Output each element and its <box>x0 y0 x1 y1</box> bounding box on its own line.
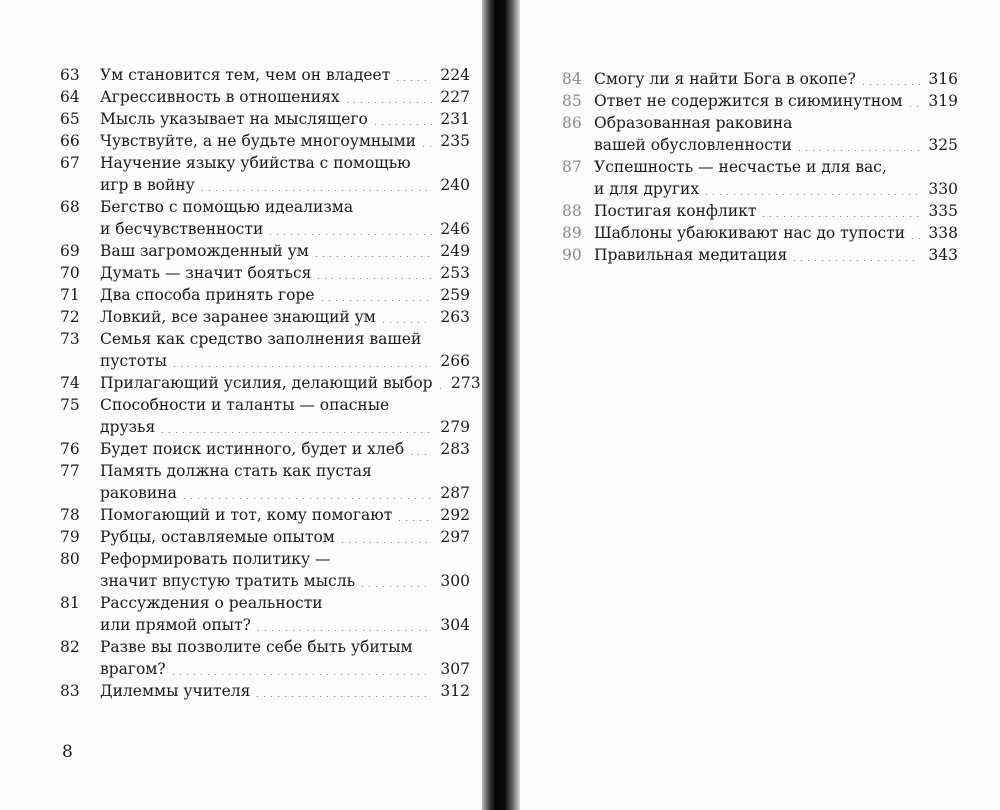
page-ref: 287 <box>440 484 470 502</box>
chapter-title-line: и бесчувственности <box>100 220 264 238</box>
chapter-title-line: и для других <box>594 180 700 198</box>
page-ref: 330 <box>928 180 958 198</box>
dot-leader <box>408 454 432 455</box>
dot-leader <box>909 238 920 239</box>
dot-leader <box>315 278 432 279</box>
dot-leader <box>159 432 432 433</box>
chapter-number: 87 <box>562 158 582 176</box>
dot-leader <box>380 322 432 323</box>
page-ref: 335 <box>928 202 958 220</box>
chapter-title-line: Два способа принять горе <box>100 286 315 304</box>
dot-leader <box>703 194 920 195</box>
toc-entry <box>60 284 470 306</box>
chapter-number: 77 <box>60 462 80 480</box>
page-ref: 283 <box>440 440 470 458</box>
toc-entry <box>562 68 958 90</box>
page-ref: 224 <box>440 66 470 84</box>
chapter-title-line: Рубцы, оставляемые опытом <box>100 528 335 546</box>
chapter-title-line: Реформировать политику — <box>100 550 331 568</box>
chapter-title-line: Правильная медитация <box>594 246 788 264</box>
page-ref: 253 <box>440 264 470 282</box>
dot-leader <box>199 190 432 191</box>
toc-entry <box>562 156 958 200</box>
chapter-title-line: друзья <box>100 418 156 436</box>
toc-entry <box>562 90 958 112</box>
chapter-number: 89 <box>562 224 582 242</box>
page-ref: 325 <box>928 136 958 154</box>
chapter-title-line: значит впустую тратить мысль <box>100 572 356 590</box>
toc-entry <box>562 200 958 222</box>
toc-list-left <box>60 64 481 702</box>
chapter-number: 70 <box>60 264 80 282</box>
chapter-number: 83 <box>60 682 80 700</box>
toc-entry <box>60 152 470 196</box>
dot-leader <box>396 520 432 521</box>
toc-entry <box>60 592 470 636</box>
page-ref: 304 <box>440 616 470 634</box>
chapter-title-line: Ловкий, все заранее знающий ум <box>100 308 376 326</box>
chapter-number: 84 <box>562 70 582 88</box>
toc-entry <box>60 526 470 548</box>
chapter-number: 86 <box>562 114 582 132</box>
page-ref: 338 <box>928 224 958 242</box>
chapter-number: 69 <box>60 242 80 260</box>
chapter-title-line: игр в войну <box>100 176 195 194</box>
toc-entry <box>60 240 470 262</box>
page-ref: 231 <box>440 110 470 128</box>
chapter-title-line: Ответ не содержится в сиюминутном <box>594 92 903 110</box>
chapter-number: 63 <box>60 66 80 84</box>
chapter-title-line: или прямой опыт? <box>100 616 251 634</box>
page-ref: 273 <box>451 374 481 392</box>
chapter-number: 66 <box>60 132 80 150</box>
dot-leader <box>907 106 920 107</box>
toc-entry <box>60 328 470 372</box>
page-ref: 263 <box>440 308 470 326</box>
chapter-title-line: Постигая конфликт <box>594 202 757 220</box>
chapter-number: 79 <box>60 528 80 546</box>
page-ref: 266 <box>440 352 470 370</box>
page-ref: 249 <box>440 242 470 260</box>
dot-leader <box>255 630 432 631</box>
chapter-title-line: Смогу ли я найти Бога в окопе? <box>594 70 856 88</box>
chapter-number: 67 <box>60 154 80 172</box>
chapter-number: 74 <box>60 374 80 392</box>
toc-entry <box>60 262 470 284</box>
chapter-number: 71 <box>60 286 80 304</box>
toc-entry <box>60 372 481 394</box>
toc-entry <box>562 112 958 156</box>
chapter-number: 65 <box>60 110 80 128</box>
toc-entry <box>60 130 470 152</box>
chapter-number: 72 <box>60 308 80 326</box>
dot-leader <box>171 366 432 367</box>
chapter-number: 68 <box>60 198 80 216</box>
left-page <box>0 0 482 810</box>
toc-entry <box>60 636 470 680</box>
chapter-title-line: вашей обусловленности <box>594 136 792 154</box>
dot-leader <box>860 84 920 85</box>
toc-entry <box>60 394 470 438</box>
chapter-number: 85 <box>562 92 582 110</box>
page-ref: 227 <box>440 88 470 106</box>
chapter-title-line: Шаблоны убаюкивают нас до тупости <box>594 224 906 242</box>
chapter-title-line: Будет поиск истинного, будет и хлеб <box>100 440 405 458</box>
toc-entry <box>60 548 470 592</box>
chapter-title-line: Успешность — несчастье и для вас, <box>594 158 887 176</box>
chapter-title-line: Агрессивность в отношениях <box>100 88 340 106</box>
chapter-title-line: Дилеммы учителя <box>100 682 251 700</box>
dot-leader <box>420 146 432 147</box>
chapter-number: 78 <box>60 506 80 524</box>
dot-leader <box>254 696 432 697</box>
chapter-title-line: пустоты <box>100 352 167 370</box>
dot-leader <box>394 80 432 81</box>
chapter-title-line: Мысль указывает на мыслящего <box>100 110 368 128</box>
page-ref: 312 <box>440 682 470 700</box>
dot-leader <box>344 102 432 103</box>
chapter-number: 82 <box>60 638 80 656</box>
dot-leader <box>267 234 432 235</box>
page-ref: 343 <box>928 246 958 264</box>
page-ref: 279 <box>440 418 470 436</box>
chapter-title-line: Бегство с помощью идеализма <box>100 198 354 216</box>
chapter-title-line: Ваш загроможденный ум <box>100 242 309 260</box>
chapter-title-line: Семья как средство заполнения вашей <box>100 330 422 348</box>
dot-leader <box>437 388 443 389</box>
page-ref: 316 <box>928 70 958 88</box>
dot-leader <box>791 260 920 261</box>
page-ref: 259 <box>440 286 470 304</box>
page-ref: 300 <box>440 572 470 590</box>
chapter-title-line: Думать — значит бояться <box>100 264 312 282</box>
chapter-title-line: раковина <box>100 484 177 502</box>
toc-entry <box>60 196 470 240</box>
dot-leader <box>181 498 432 499</box>
toc-entry <box>562 222 958 244</box>
chapter-title-line: Прилагающий усилия, делающий выбор <box>100 374 433 392</box>
toc-entry <box>60 438 470 460</box>
chapter-title-line: Помогающий и тот, кому помогают <box>100 506 393 524</box>
toc-entry <box>60 86 470 108</box>
book-spine <box>482 0 520 810</box>
dot-leader <box>372 124 432 125</box>
toc-list-right <box>562 68 958 266</box>
chapter-title-line: Рассуждения о реальности <box>100 594 323 612</box>
toc-entry <box>60 64 470 86</box>
dot-leader <box>339 542 432 543</box>
chapter-title-line: Чувствуйте, а не будьте многоумными <box>100 132 416 150</box>
chapter-number: 76 <box>60 440 80 458</box>
chapter-title-line: Разве вы позволите себе быть убитым <box>100 638 413 656</box>
page-ref: 319 <box>928 92 958 110</box>
page-ref: 292 <box>440 506 470 524</box>
chapter-number: 81 <box>60 594 80 612</box>
page-number: 8 <box>62 742 73 762</box>
chapter-title-line: Способности и таланты — опасные <box>100 396 390 414</box>
page-ref: 240 <box>440 176 470 194</box>
toc-entry <box>60 108 470 130</box>
dot-leader <box>796 150 920 151</box>
chapter-title-line: Ум становится тем, чем он владеет <box>100 66 391 84</box>
chapter-number: 64 <box>60 88 80 106</box>
chapter-number: 73 <box>60 330 80 348</box>
chapter-number: 88 <box>562 202 582 220</box>
chapter-title-line: врагом? <box>100 660 166 678</box>
page-ref: 246 <box>440 220 470 238</box>
toc-entry <box>60 504 470 526</box>
chapter-number: 90 <box>562 246 582 264</box>
toc-entry <box>60 680 470 702</box>
dot-leader <box>760 216 920 217</box>
chapter-title-line: Память должна стать как пустая <box>100 462 372 480</box>
page-ref: 307 <box>440 660 470 678</box>
dot-leader <box>170 674 432 675</box>
toc-entry <box>562 244 958 266</box>
chapter-title-line: Научение языку убийства с помощью <box>100 154 411 172</box>
dot-leader <box>359 586 432 587</box>
dot-leader <box>319 300 432 301</box>
chapter-number: 80 <box>60 550 80 568</box>
toc-entry <box>60 460 470 504</box>
page-ref: 297 <box>440 528 470 546</box>
chapter-title-line: Образованная раковина <box>594 114 793 132</box>
chapter-number: 75 <box>60 396 80 414</box>
dot-leader <box>313 256 432 257</box>
page-ref: 235 <box>440 132 470 150</box>
toc-entry <box>60 306 470 328</box>
